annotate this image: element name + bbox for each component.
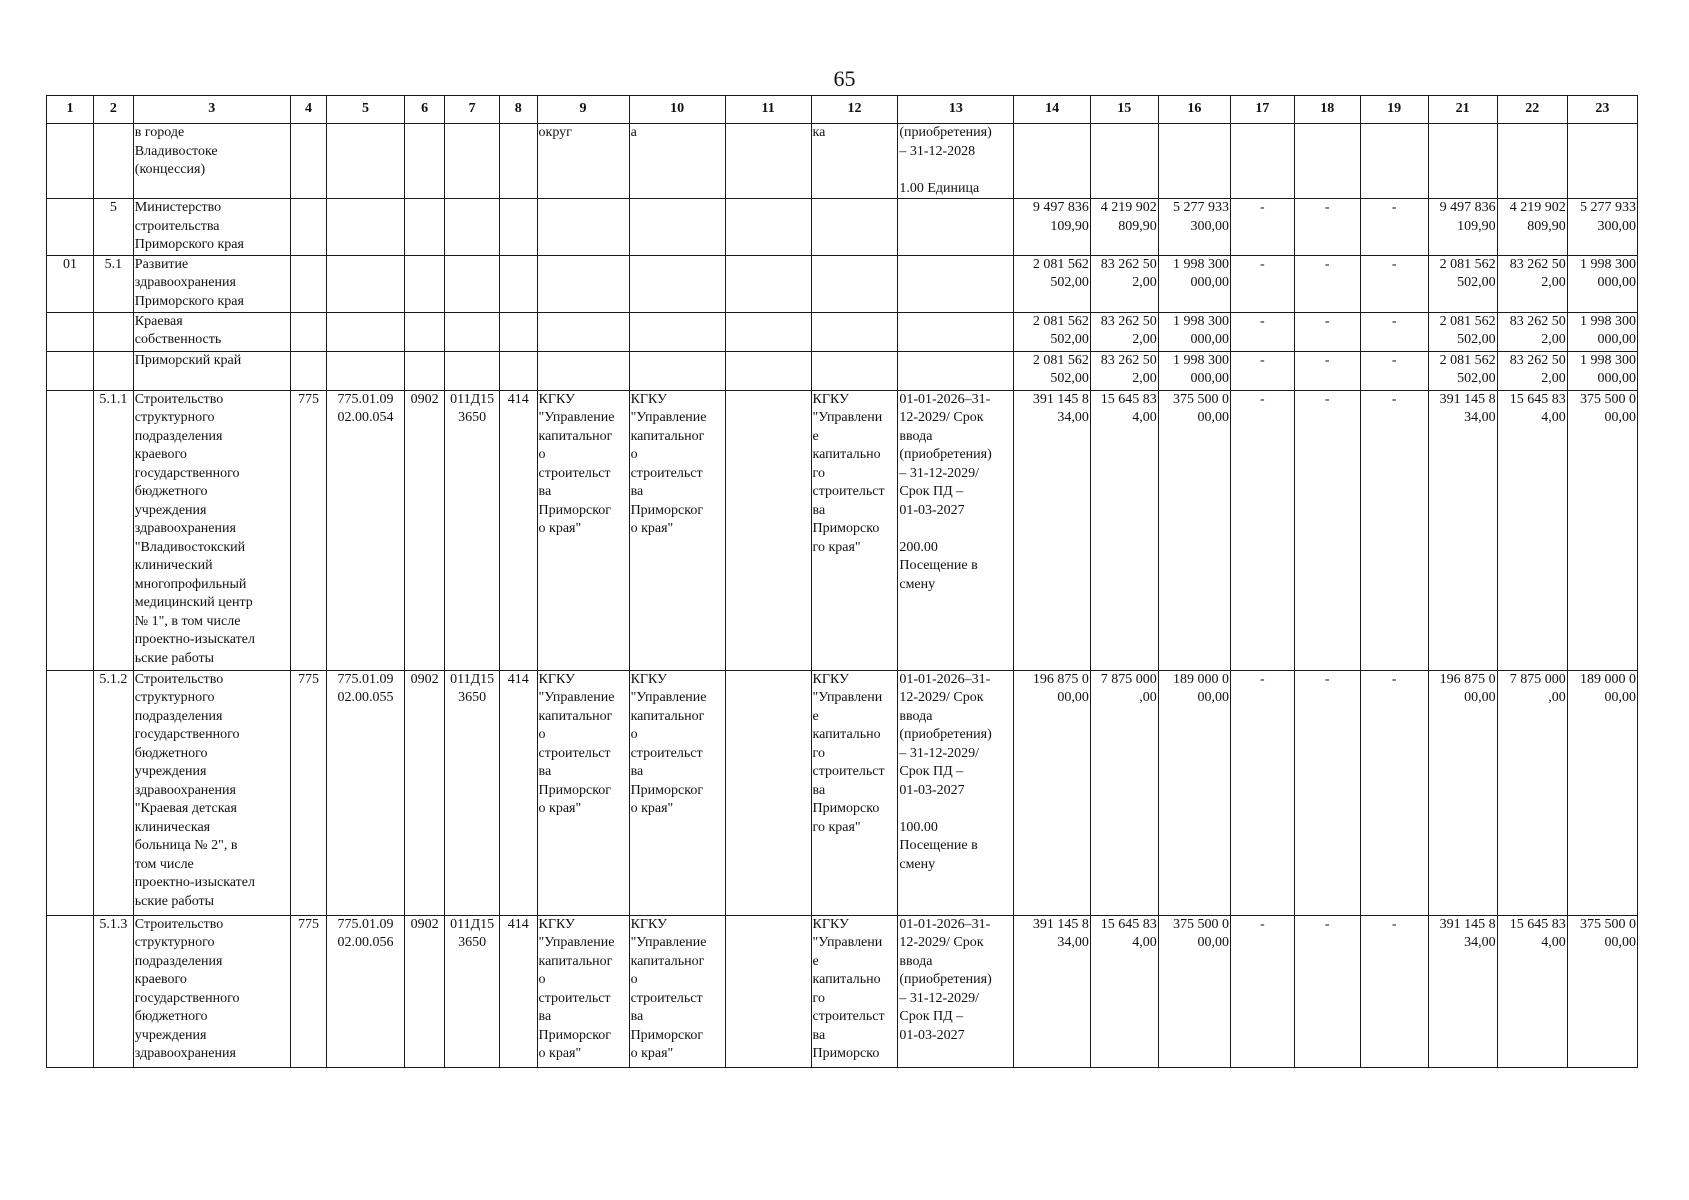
table-row <box>47 351 1638 390</box>
table-row <box>47 390 1638 670</box>
table-cell: - <box>1360 255 1428 312</box>
table-cell: - <box>1294 255 1360 312</box>
table-cell: 196 875 0 00,00 <box>1014 670 1090 915</box>
budget-table <box>46 95 1638 1068</box>
table-cell: 2 081 562 502,00 <box>1428 351 1497 390</box>
table-cell: - <box>1230 255 1294 312</box>
table-cell: - <box>1360 915 1428 1067</box>
table-cell: - <box>1294 351 1360 390</box>
table-cell: 7 875 000 ,00 <box>1090 670 1158 915</box>
column-header: 21 <box>1428 96 1497 124</box>
column-header: 16 <box>1158 96 1230 124</box>
column-header: 9 <box>537 96 629 124</box>
table-cell <box>1497 124 1567 199</box>
table-cell <box>725 390 811 670</box>
table-cell: 414 <box>499 670 537 915</box>
table-cell: 775 <box>290 915 327 1067</box>
table-cell: 83 262 50 2,00 <box>1497 351 1567 390</box>
column-header: 17 <box>1230 96 1294 124</box>
table-cell <box>1567 124 1637 199</box>
table-cell: - <box>1230 351 1294 390</box>
table-cell <box>290 124 327 199</box>
table-cell: - <box>1360 312 1428 351</box>
table-cell: 775.01.09 02.00.054 <box>327 390 404 670</box>
table-cell <box>898 312 1014 351</box>
table-cell: 414 <box>499 390 537 670</box>
table-cell: 375 500 0 00,00 <box>1567 915 1637 1067</box>
table-cell: 5 277 933 300,00 <box>1158 199 1230 256</box>
column-header: 6 <box>404 96 445 124</box>
table-cell <box>327 124 404 199</box>
table-cell <box>725 915 811 1067</box>
table-cell: 15 645 83 4,00 <box>1497 390 1567 670</box>
header-row <box>47 96 1638 124</box>
table-cell <box>725 124 811 199</box>
table-cell <box>404 312 445 351</box>
table-cell: 775.01.09 02.00.055 <box>327 670 404 915</box>
table-cell: КГКУ "Управление капитальног о строительст ва Приморског о края" <box>537 670 629 915</box>
table-cell: 011Д15 3650 <box>445 915 499 1067</box>
table-cell: - <box>1360 351 1428 390</box>
table-cell: 414 <box>499 915 537 1067</box>
table-cell: 1 998 300 000,00 <box>1158 312 1230 351</box>
table-cell: - <box>1360 670 1428 915</box>
table-cell <box>1294 124 1360 199</box>
table-row <box>47 199 1638 256</box>
table-cell: 15 645 83 4,00 <box>1497 915 1567 1067</box>
table-cell: 2 081 562 502,00 <box>1014 312 1090 351</box>
table-cell <box>811 312 898 351</box>
table-cell: 9 497 836 109,90 <box>1014 199 1090 256</box>
table-cell: 15 645 83 4,00 <box>1090 915 1158 1067</box>
table-cell <box>47 351 94 390</box>
table-cell <box>445 351 499 390</box>
table-cell <box>47 915 94 1067</box>
table-cell: 1 998 300 000,00 <box>1567 255 1637 312</box>
table-cell: 5 <box>94 199 134 256</box>
table-cell: 5.1 <box>94 255 134 312</box>
table-cell <box>1014 124 1090 199</box>
table-cell: 0902 <box>404 390 445 670</box>
table-cell: ка <box>811 124 898 199</box>
table-cell: 5.1.1 <box>94 390 134 670</box>
table-cell: 391 145 8 34,00 <box>1014 390 1090 670</box>
table-cell: 4 219 902 809,90 <box>1090 199 1158 256</box>
table-cell: 01-01-2026–31- 12-2029/ Срок ввода (приобретения) – 31-12-2029/ Срок ПД – 01-03-2027 200.00 Посещение в смену <box>898 390 1014 670</box>
table-cell <box>811 351 898 390</box>
table-cell <box>94 312 134 351</box>
table-cell: 391 145 8 34,00 <box>1014 915 1090 1067</box>
table-cell <box>47 124 94 199</box>
table-cell <box>629 312 725 351</box>
table-cell: 775 <box>290 670 327 915</box>
column-header: 11 <box>725 96 811 124</box>
table-cell: 01 <box>47 255 94 312</box>
table-cell <box>47 199 94 256</box>
table-cell <box>898 199 1014 256</box>
table-cell: округ <box>537 124 629 199</box>
table-cell: 7 875 000 ,00 <box>1497 670 1567 915</box>
table-cell: - <box>1294 915 1360 1067</box>
table-cell: Приморский край <box>133 351 290 390</box>
table-cell: Развитие здравоохранения Приморского края <box>133 255 290 312</box>
table-cell: 5 277 933 300,00 <box>1567 199 1637 256</box>
column-header: 18 <box>1294 96 1360 124</box>
table-cell <box>290 312 327 351</box>
table-cell: Строительство структурного подразделения краевого государственного бюджетного учреждения здравоохранения "Владивостокский клинический многопрофильный медицинский центр № 1", в том числе проектно-изыскател ьские работы <box>133 390 290 670</box>
column-header: 5 <box>327 96 404 124</box>
table-cell: 189 000 0 00,00 <box>1158 670 1230 915</box>
page-number: 65 <box>833 66 856 91</box>
table-cell <box>47 390 94 670</box>
column-header: 4 <box>290 96 327 124</box>
table-cell: 0902 <box>404 670 445 915</box>
column-header: 3 <box>133 96 290 124</box>
table-cell: КГКУ "Управлени е капитально го строительст ва Приморско <box>811 915 898 1067</box>
table-row <box>47 255 1638 312</box>
table-cell <box>404 199 445 256</box>
table-cell: 375 500 0 00,00 <box>1158 915 1230 1067</box>
table-cell: - <box>1294 670 1360 915</box>
table-cell: 375 500 0 00,00 <box>1567 390 1637 670</box>
table-cell <box>537 199 629 256</box>
table-cell <box>725 670 811 915</box>
table-cell: - <box>1230 199 1294 256</box>
table-cell <box>1360 124 1428 199</box>
table-cell: в городе Владивостоке (концессия) <box>133 124 290 199</box>
table-cell: 01-01-2026–31- 12-2029/ Срок ввода (приобретения) – 31-12-2029/ Срок ПД – 01-03-2027 100.00 Посещение в смену <box>898 670 1014 915</box>
table-cell: 83 262 50 2,00 <box>1090 351 1158 390</box>
table-cell <box>725 312 811 351</box>
table-cell <box>629 199 725 256</box>
table-cell: 2 081 562 502,00 <box>1014 255 1090 312</box>
table-cell <box>499 351 537 390</box>
table-cell <box>629 351 725 390</box>
table-cell: КГКУ "Управление капитальног о строительст ва Приморског о края" <box>537 390 629 670</box>
table-cell: 83 262 50 2,00 <box>1497 312 1567 351</box>
table-cell <box>445 312 499 351</box>
table-cell: 775 <box>290 390 327 670</box>
table-cell: 2 081 562 502,00 <box>1428 255 1497 312</box>
table-cell: КГКУ "Управление капитальног о строительст ва Приморског о края" <box>629 670 725 915</box>
table-cell <box>445 255 499 312</box>
column-header: 13 <box>898 96 1014 124</box>
table-cell <box>327 351 404 390</box>
table-cell: 4 219 902 809,90 <box>1497 199 1567 256</box>
column-header: 12 <box>811 96 898 124</box>
table-cell: Строительство структурного подразделения краевого государственного бюджетного учреждения здравоохранения <box>133 915 290 1067</box>
table-cell: 189 000 0 00,00 <box>1567 670 1637 915</box>
table-cell <box>327 199 404 256</box>
table-cell <box>94 351 134 390</box>
table-cell <box>404 255 445 312</box>
table-cell <box>94 124 134 199</box>
table-cell <box>445 199 499 256</box>
table-cell <box>327 255 404 312</box>
table-cell: 391 145 8 34,00 <box>1428 915 1497 1067</box>
column-header: 19 <box>1360 96 1428 124</box>
table-cell <box>47 670 94 915</box>
table-cell <box>327 312 404 351</box>
table-cell: - <box>1360 390 1428 670</box>
table-cell <box>629 255 725 312</box>
table-cell: - <box>1230 390 1294 670</box>
table-cell: 011Д15 3650 <box>445 390 499 670</box>
table-cell <box>898 255 1014 312</box>
table-cell: - <box>1360 199 1428 256</box>
table-cell <box>811 199 898 256</box>
table-cell: 1 998 300 000,00 <box>1158 351 1230 390</box>
table-cell: 011Д15 3650 <box>445 670 499 915</box>
table-cell <box>537 312 629 351</box>
column-header: 7 <box>445 96 499 124</box>
table-cell: 1 998 300 000,00 <box>1158 255 1230 312</box>
table-cell: 83 262 50 2,00 <box>1497 255 1567 312</box>
table-cell <box>499 312 537 351</box>
table-cell: а <box>629 124 725 199</box>
table-cell <box>725 351 811 390</box>
table-cell <box>1090 124 1158 199</box>
table-cell: - <box>1230 670 1294 915</box>
column-header: 15 <box>1090 96 1158 124</box>
table-cell: 2 081 562 502,00 <box>1014 351 1090 390</box>
table-cell <box>811 255 898 312</box>
table-cell <box>1428 124 1497 199</box>
table-cell <box>537 255 629 312</box>
table-cell: 1 998 300 000,00 <box>1567 312 1637 351</box>
table-cell: 01-01-2026–31- 12-2029/ Срок ввода (приобретения) – 31-12-2029/ Срок ПД – 01-03-2027 <box>898 915 1014 1067</box>
table-cell: КГКУ "Управление капитальног о строительст ва Приморског о края" <box>629 915 725 1067</box>
table-cell <box>290 255 327 312</box>
table-cell <box>290 351 327 390</box>
column-header: 14 <box>1014 96 1090 124</box>
table-cell: - <box>1294 312 1360 351</box>
table-cell: КГКУ "Управлени е капитально го строительст ва Приморско го края" <box>811 390 898 670</box>
column-header: 10 <box>629 96 725 124</box>
table-cell <box>47 312 94 351</box>
table-cell: - <box>1294 199 1360 256</box>
table-cell <box>499 124 537 199</box>
table-cell: КГКУ "Управлени е капитально го строительст ва Приморско го края" <box>811 670 898 915</box>
table-cell <box>445 124 499 199</box>
table-cell: 2 081 562 502,00 <box>1428 312 1497 351</box>
table-cell: Строительство структурного подразделения государственного бюджетного учреждения здравоохранения "Краевая детская клиническая больница № 2", в том числе проектно-изыскател ьские работы <box>133 670 290 915</box>
table-cell: 0902 <box>404 915 445 1067</box>
table-cell: 5.1.3 <box>94 915 134 1067</box>
table-row <box>47 670 1638 915</box>
table-cell: 5.1.2 <box>94 670 134 915</box>
table-cell: 375 500 0 00,00 <box>1158 390 1230 670</box>
table-cell <box>725 199 811 256</box>
table-cell: 196 875 0 00,00 <box>1428 670 1497 915</box>
column-header: 23 <box>1567 96 1637 124</box>
table-cell: - <box>1230 915 1294 1067</box>
table-cell <box>290 199 327 256</box>
table-cell <box>537 351 629 390</box>
table-row <box>47 312 1638 351</box>
table-cell <box>499 255 537 312</box>
table-cell: - <box>1294 390 1360 670</box>
table-cell <box>898 351 1014 390</box>
table-cell: 15 645 83 4,00 <box>1090 390 1158 670</box>
table-cell: - <box>1230 312 1294 351</box>
table-row <box>47 124 1638 199</box>
table-cell <box>499 199 537 256</box>
table-cell: 9 497 836 109,90 <box>1428 199 1497 256</box>
table-cell <box>725 255 811 312</box>
table-cell: КГКУ "Управление капитальног о строительст ва Приморског о края" <box>629 390 725 670</box>
table-cell <box>404 124 445 199</box>
column-header: 2 <box>94 96 134 124</box>
column-header: 8 <box>499 96 537 124</box>
table-cell: 83 262 50 2,00 <box>1090 312 1158 351</box>
column-header: 22 <box>1497 96 1567 124</box>
table-cell: Краевая собственность <box>133 312 290 351</box>
table-body <box>47 124 1638 1068</box>
table-row <box>47 915 1638 1067</box>
table-cell: 775.01.09 02.00.056 <box>327 915 404 1067</box>
table-cell: КГКУ "Управление капитальног о строительст ва Приморског о края" <box>537 915 629 1067</box>
table-cell: Министерство строительства Приморского края <box>133 199 290 256</box>
table-cell: 391 145 8 34,00 <box>1428 390 1497 670</box>
table-cell <box>1230 124 1294 199</box>
table-cell: 83 262 50 2,00 <box>1090 255 1158 312</box>
table-cell <box>1158 124 1230 199</box>
table-cell <box>404 351 445 390</box>
table-cell: (приобретения) – 31-12-2028 1.00 Единица <box>898 124 1014 199</box>
column-header: 1 <box>47 96 94 124</box>
table-cell: 1 998 300 000,00 <box>1567 351 1637 390</box>
